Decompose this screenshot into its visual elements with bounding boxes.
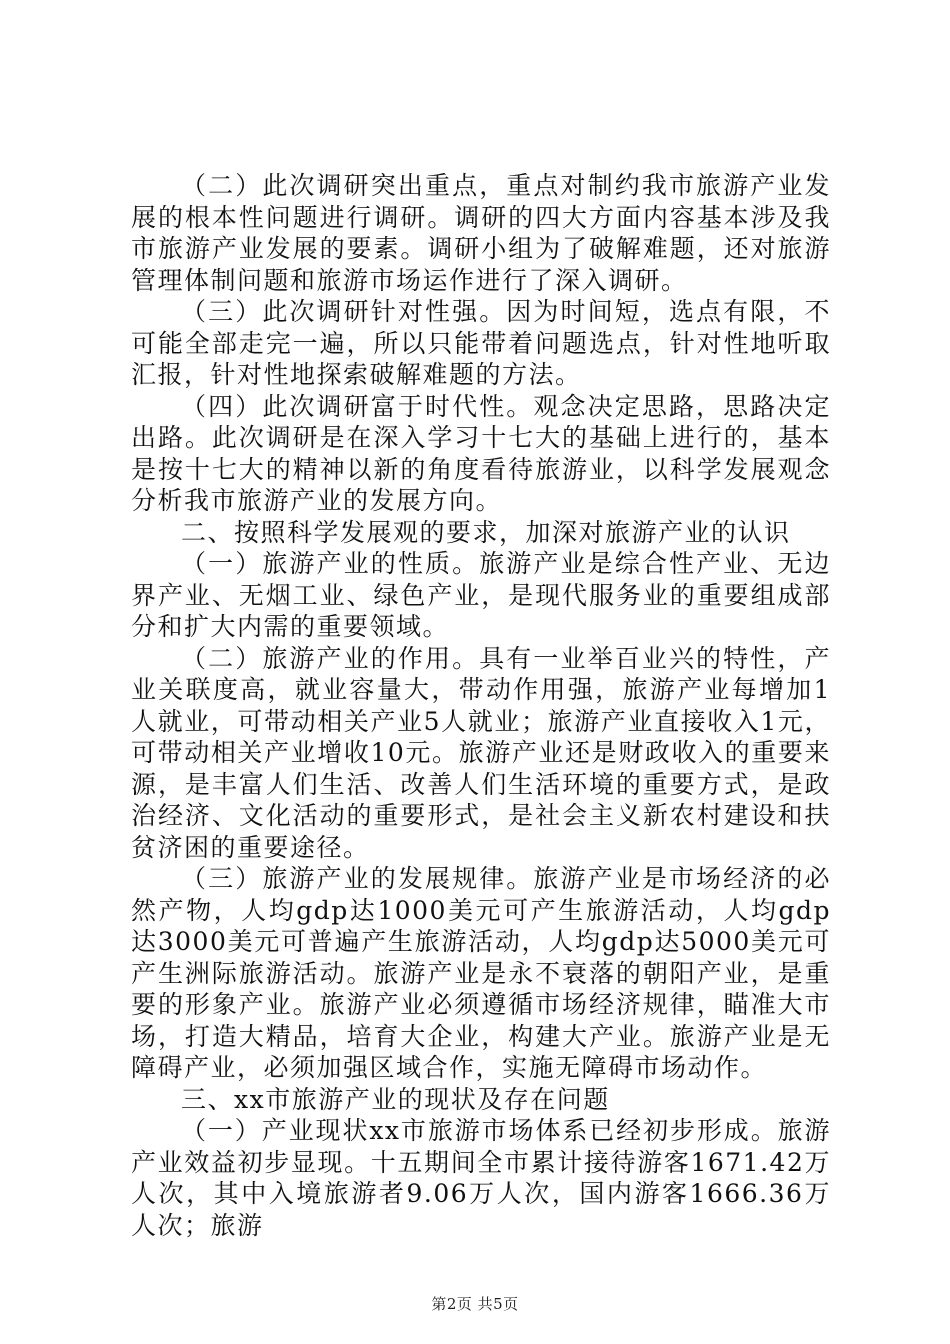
paragraph-research-targeted: （三）此次调研针对性强。因为时间短，选点有限，不可能全部走完一遍，所以只能带着问题选点，针对性地听取汇报，针对性地探索破解难题的方法。: [131, 297, 831, 389]
paragraph-research-focus: （二）此次调研突出重点，重点对制约我市旅游产业发展的根本性问题进行调研。调研的四大方面内容基本涉及我市旅游产业发展的要素。调研小组为了破解难题，还对旅游管理体制问题和旅游市场运作进行了深入调研。: [131, 171, 831, 295]
paragraph-industry-role: （二）旅游产业的作用。具有一业举百业兴的特性，产业关联度高，就业容量大，带动作用强，旅游产业每增加1人就业，可带动相关产业5人就业；旅游产业直接收入1元，可带动相关产业增收10元。旅游产业还是财政收入的重要来源，是丰富人们生活、改善人们生活环境的重要方式，是政治经济、文化活动的重要形式，是社会主义新农村建设和扶贫济困的重要途径。: [131, 643, 831, 862]
section-heading-2: 二、按照科学发展观的要求，加深对旅游产业的认识: [181, 517, 791, 547]
paragraph-industry-nature: （一）旅游产业的性质。旅游产业是综合性产业、无边界产业、无烟工业、绿色产业，是现代服务业的重要组成部分和扩大内需的重要领域。: [131, 549, 831, 641]
section-heading-3: 三、xx市旅游产业的现状及存在问题: [181, 1084, 610, 1114]
paragraph-research-timely: （四）此次调研富于时代性。观念决定思路，思路决定出路。此次调研是在深入学习十七大的基础上进行的，基本是按十七大的精神以新的角度看待旅游业，以科学发展观念分析我市旅游产业的发展方向。: [131, 391, 831, 515]
document-body: [131, 170, 831, 1241]
paragraph-industry-rules: （三）旅游产业的发展规律。旅游产业是市场经济的必然产物，人均gdp达1000美元可产生旅游活动，人均gdp达3000美元可普遍产生旅游活动，人均gdp达5000美元可产生洲际旅游活动。旅游产业是永不衰落的朝阳产业，是重要的形象产业。旅游产业必须遵循市场经济规律，瞄准大市场，打造大精品，培育大企业，构建大产业。旅游产业是无障碍产业，必须加强区域合作，实施无障碍市场动作。: [131, 864, 831, 1082]
page-number-footer: 第2页 共5页: [431, 1295, 519, 1313]
paragraph-industry-status: （一）产业现状xx市旅游市场体系已经初步形成。旅游产业效益初步显现。十五期间全市累计接待游客1671.42万人次，其中入境旅游者9.06万人次，国内游客1666.36万人次；旅游: [131, 1116, 831, 1240]
